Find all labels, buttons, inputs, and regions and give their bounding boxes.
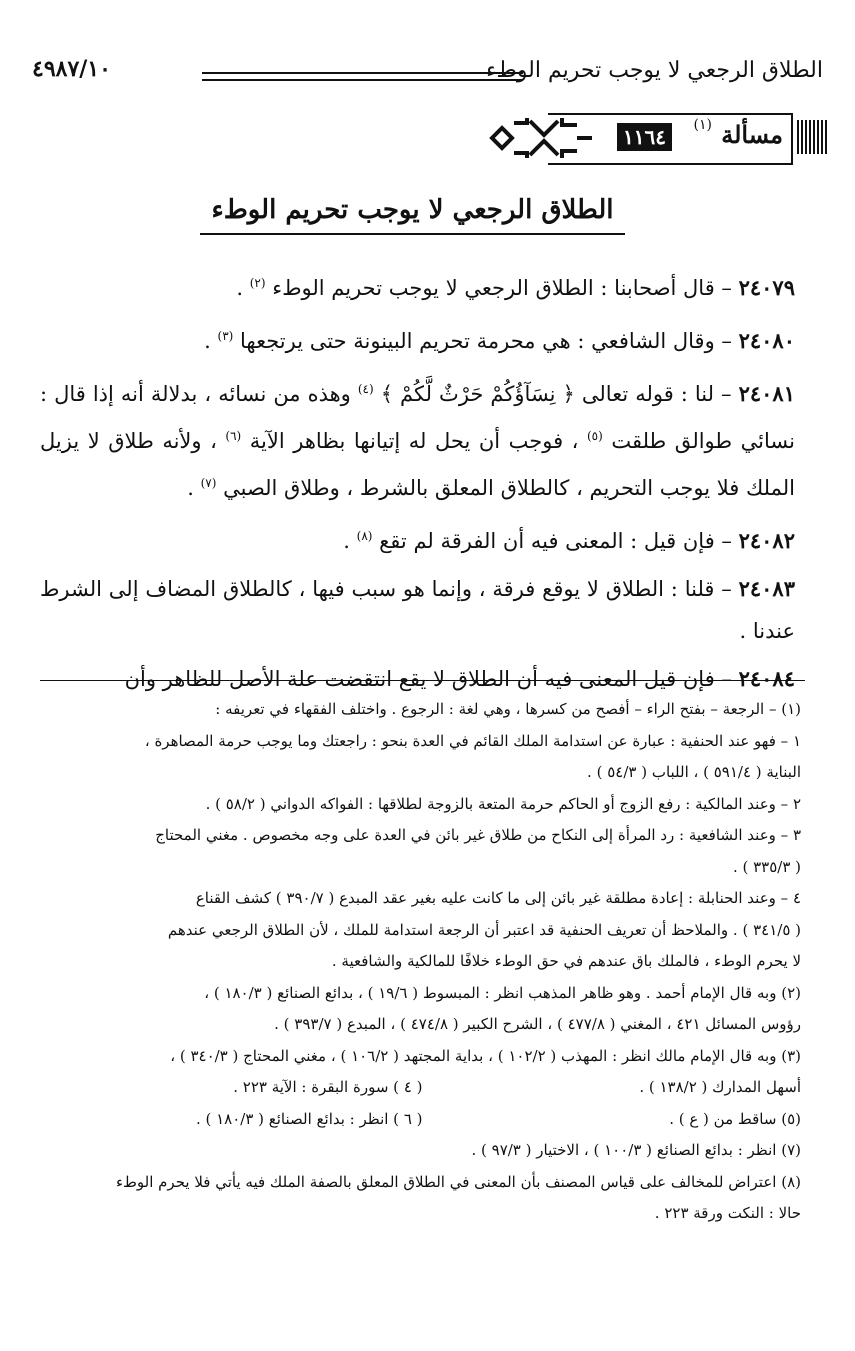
footnote-line: (٥) ساقط من ( ع ) . — [669, 1109, 801, 1128]
footnote-line: أسهل المدارك ( ١٣٨/٢ ) . — [639, 1078, 801, 1096]
footnote-line: (١) – الرجعة – بفتح الراء – أفصح من كسرها ، وهي لغة : الرجوع . واختلف الفقهاء في تعريفه : — [215, 700, 801, 718]
footnote-line: ( ٦ ) انظر : بدائع الصنائع ( ١٨٠/٣ ) . — [195, 1109, 423, 1128]
paragraph — [40, 568, 795, 652]
running-header — [32, 58, 823, 92]
footnote-separator — [40, 680, 805, 681]
ornament-icon — [482, 113, 592, 163]
issue-heading — [482, 113, 827, 163]
paragraph-number: ٢٤٠٨٢ — [738, 528, 795, 553]
paragraph-text: – فإن قيل المعنى فيه أن الطلاق لا يقع انتقضت علة الأصل للظاهر وأن — [124, 667, 739, 691]
paragraph-number: ٢٤٠٧٩ — [738, 275, 795, 300]
paragraph — [40, 515, 795, 562]
paragraph-tail: . — [187, 476, 201, 500]
issue-number: ١١٦٤ — [617, 123, 672, 151]
footnote-line: (٨) اعتراض للمخالف على قياس المصنف بأن المعنى في الطلاق المعلق بالصفة الملك فيه يأتي فلا يحرم الوطء — [115, 1172, 801, 1191]
footnote-line: (٣) وبه قال الإمام مالك انظر : المهذب ( ١٠٢/٢ ) ، بداية المجتهد ( ١٠٦/٢ ) ، مغني المحتاج ( ٣٤٠/٣ ) ، — [170, 1046, 801, 1065]
footnote-pair-row — [44, 1072, 801, 1104]
footnote-line: ( ٣٣٥/٣ ) . — [732, 857, 801, 876]
issue-label: مسألة — [721, 120, 783, 149]
footnote-line: رؤوس المسائل ٤٢١ ، المغني ( ٤٧٧/٨ ) ، الشرح الكبير ( ٤٧٤/٨ ) ، المبدع ( ٣٩٣/٧ ) . — [274, 1015, 801, 1033]
footnote-ref: (٣) — [217, 329, 234, 343]
paragraph-tail: . — [236, 276, 250, 300]
paragraph-number: ٢٤٠٨٣ — [738, 576, 795, 601]
footnote-line: ( ٣٤١/٥ ) . والملاحظ أن تعريف الحنفية قد اعتبر أن الرجعة استدامة للملك ، لأن الطلاق الرجعي عندهم — [167, 920, 801, 939]
footnote-ref: (٤) — [357, 382, 374, 396]
body-text — [40, 262, 795, 706]
paragraph-text: – فإن قيل : المعنى فيه أن الفرقة لم تقع — [372, 529, 739, 553]
running-title: الطلاق الرجعي لا يوجب تحريم الوطء — [486, 58, 823, 83]
paragraph-text: ، ولأنه طلاق لا يزيل الملك فلا يوجب التحريم ، كالطلاق المعلق بالشرط ، وطلاق الصبي — [40, 429, 795, 500]
paragraph-tail: . — [343, 529, 357, 553]
paragraph-text: – لنا : قوله تعالى ﴿ نِسَآؤُكُمْ حَرْثٌ لَّكُمْ ﴾ — [373, 382, 739, 406]
decorative-bars — [797, 120, 827, 154]
paragraph — [40, 315, 795, 362]
paragraph-text: – قلنا : الطلاق لا يوقع فرقة ، وإنما هو سبب فيها ، كالطلاق المضاف إلى الشرط عندنا . — [40, 577, 795, 643]
footnote-line: حالا : النكت ورقة ٢٢٣ . — [654, 1204, 801, 1222]
footnote-line: ٣ – وعند الشافعية : رد المرأة إلى النكاح من طلاق غير بائن في العدة على وجه مخصوص . مغني المحتاج — [155, 826, 801, 844]
footnote-line: ٤ – وعند الحنابلة : إعادة مطلقة غير بائن إلى ما كانت عليه بغير عقد المبدع ( ٣٩٠/٧ ) كشف القناع — [195, 889, 801, 907]
section-title: الطلاق الرجعي لا يوجب تحريم الوطء — [200, 195, 625, 235]
issue-footnote-mark: (١) — [693, 117, 712, 133]
footnote-line: (٢) وبه قال الإمام أحمد . وهو ظاهر المذهب انظر : المبسوط ( ١٩/٦ ) ، بدائع الصنائع ( ١٨٠/٣ ) ، — [204, 983, 801, 1002]
footnote-ref: (٨) — [356, 529, 373, 543]
paragraph-text: ، فوجب أن يحل له إتيانها بظاهر الآية — [241, 429, 587, 453]
footnote-line: ( ٤ ) سورة البقرة : الآية ٢٢٣ . — [233, 1078, 423, 1096]
footnotes — [44, 694, 801, 1230]
footnote-line: البناية ( ٥٩١/٤ ) ، اللباب ( ٥٤/٣ ) . — [587, 763, 801, 781]
paragraph-tail: . — [204, 329, 218, 353]
footnote-ref: (٦) — [225, 429, 242, 443]
paragraph-text: – قال أصحابنا : الطلاق الرجعي لا يوجب تحريم الوطء — [265, 276, 739, 300]
footnote-line: لا يحرم الوطء ، فالملك باق عندهم في حق الوطء خلافًا للمالكية والشافعية . — [331, 952, 801, 970]
paragraph-number: ٢٤٠٨٤ — [738, 666, 795, 691]
footnote-pair-row — [44, 1104, 801, 1136]
footnote-ref: (٢) — [249, 276, 266, 290]
paragraph — [40, 262, 795, 309]
paragraph-text: وهذه من نسائه ، بدلالة أنه إذا قال : نسائي طوالق طلقت — [40, 382, 795, 453]
footnote-line: ٢ – وعند المالكية : رفع الزوج أو الحاكم حرمة المتعة بالزوجة لطلاقها : الفواكه الدواني ( ٥٨/٢ ) . — [205, 794, 801, 813]
footnote-ref: (٥) — [586, 429, 603, 443]
footnote-ref: (٧) — [200, 476, 217, 490]
page-reference: ٤٩٨٧/١٠ — [32, 56, 111, 82]
paragraph-text: – وقال الشافعي : هي محرمة تحريم البينونة حتى يرتجعها — [233, 329, 739, 353]
header-rule — [202, 72, 523, 81]
footnote-line: ١ – فهو عند الحنفية : عبارة عن استدامة الملك القائم في العدة بنحو : راجعتك وما يوجب حرمة المصاهرة ، — [144, 731, 801, 750]
paragraph-number: ٢٤٠٨١ — [738, 381, 795, 406]
paragraph — [40, 368, 795, 509]
paragraph-number: ٢٤٠٨٠ — [738, 328, 795, 353]
footnote-line: (٧) انظر : بدائع الصنائع ( ١٠٠/٣ ) ، الاختيار ( ٩٧/٣ ) . — [471, 1141, 801, 1159]
